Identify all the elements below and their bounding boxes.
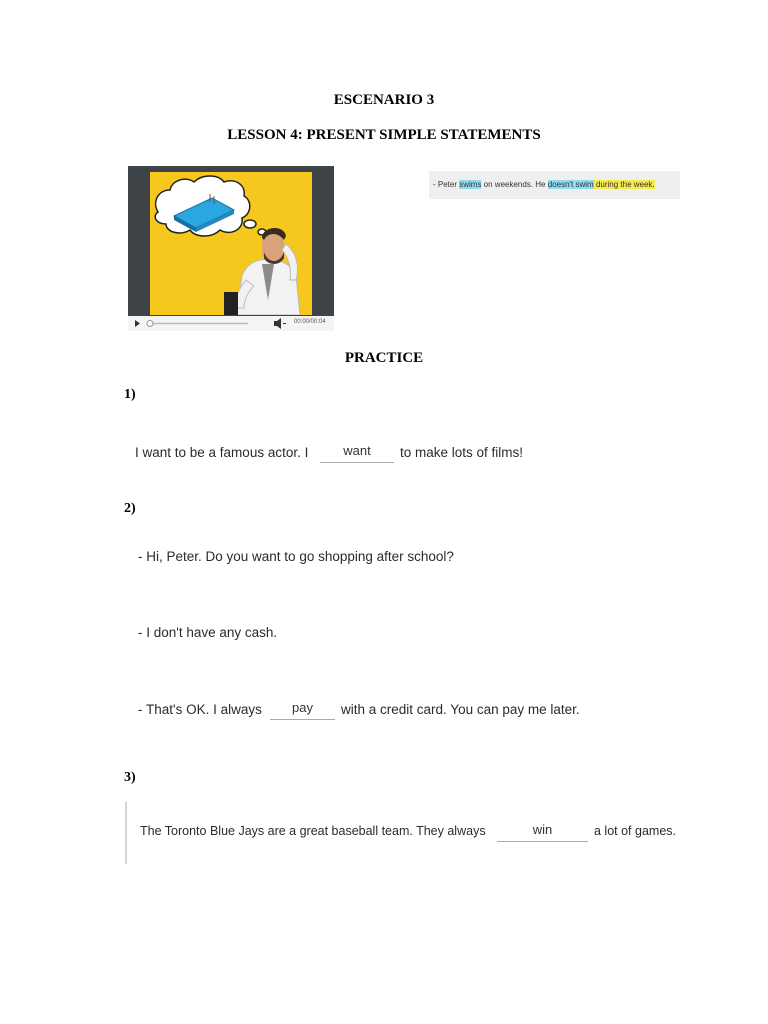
volume-icon (274, 321, 277, 326)
question-2-line-1: - Hi, Peter. Do you want to go shopping after school? (138, 549, 454, 564)
question-2-number: 2) (124, 501, 136, 516)
caption-verb-positive: swims (459, 180, 482, 189)
question-3-after: a lot of games. (594, 824, 676, 838)
question-3-answer[interactable]: win (497, 822, 588, 842)
question-3-before: The Toronto Blue Jays are a great baseball team. They always (140, 824, 486, 838)
quote-bar (125, 802, 127, 864)
caption-dash: - Peter (433, 180, 460, 189)
question-2-after: with a credit card. You can pay me later. (341, 702, 580, 717)
question-1-answer[interactable]: want (320, 443, 394, 463)
man-figure (224, 228, 300, 315)
question-2-before: - That's OK. I always (138, 702, 262, 717)
caption-end: during the week. (593, 180, 655, 189)
video-still-image (150, 172, 312, 315)
question-1-before: I want to be a famous actor. I (135, 445, 309, 460)
caption-verb-negative: doesn't swim (547, 180, 594, 189)
page-title: ESCENARIO 3 (333, 92, 435, 108)
practice-heading: PRACTICE (344, 350, 424, 366)
question-2-answer[interactable]: pay (270, 700, 335, 720)
video-player[interactable] (128, 166, 334, 331)
caption-middle: on weekends. He (481, 180, 548, 189)
example-caption (429, 171, 680, 199)
lesson-title: LESSON 4: PRESENT SIMPLE STATEMENTS (227, 127, 541, 143)
play-icon (135, 320, 140, 327)
time-readout: 00:00/00:04 (294, 319, 326, 325)
seek-handle (147, 321, 153, 327)
video-controls (128, 316, 334, 331)
question-1-after: to make lots of films! (400, 445, 524, 460)
question-1-number: 1) (124, 387, 136, 402)
question-3-number: 3) (124, 770, 136, 785)
question-2-line-2: - I don't have any cash. (138, 625, 278, 640)
